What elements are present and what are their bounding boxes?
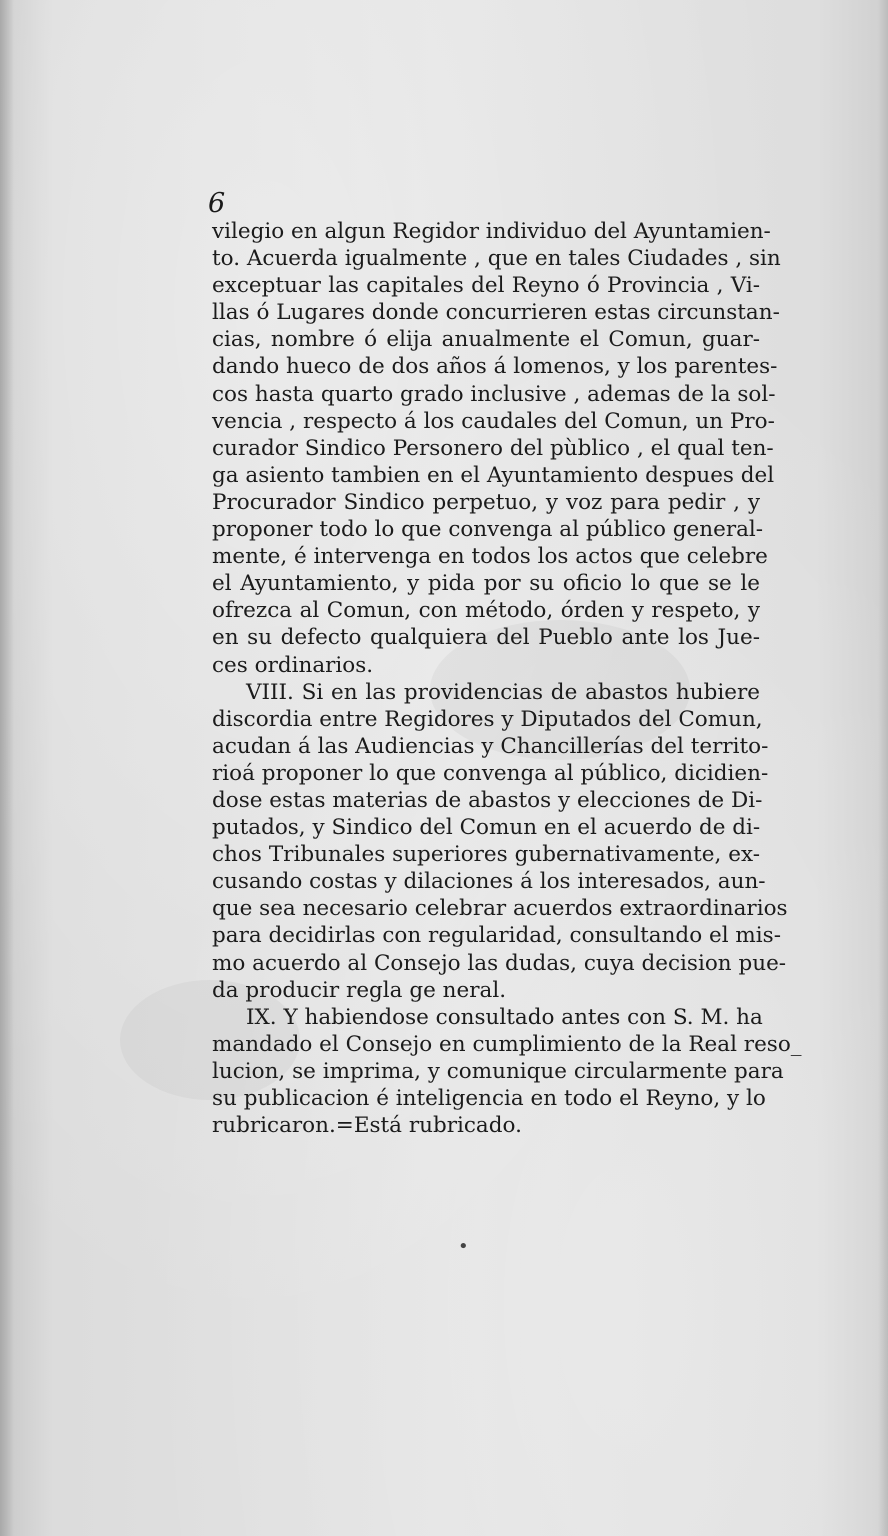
page-number: 6: [208, 188, 226, 219]
text-line: vilegio en algun Regidor individuo del Ayuntamien-: [212, 219, 771, 244]
text-line: para decidirlas con regularidad, consultando el mis-: [212, 923, 781, 949]
text-line: cos hasta quarto grado inclusive , ademas de la sol-: [212, 381, 776, 407]
text-line: mo acuerdo al Consejo las dudas, cuya decision pue-: [212, 950, 787, 976]
text-line: discordia entre Regidores y Diputados del Comun,: [212, 706, 763, 732]
body-text: [212, 218, 802, 1139]
text-line: ofrezca al Comun, con método, órden y respeto, y: [212, 598, 760, 624]
text-line: llas ó Lugares donde concurrieren estas circunstan-: [212, 300, 780, 326]
text-line: putados, y Sindico del Comun en el acuerdo de di-: [212, 815, 761, 841]
text-line: curador Sindico Personero del pùblico , el qual ten-: [212, 435, 774, 461]
text-line: proponer todo lo que convenga al público general-: [212, 517, 764, 543]
text-line: su publicacion é inteligencia en todo el Reyno, y lo: [212, 1086, 766, 1111]
section-ix-heading-line: IX. Y habiendose consultado antes con S. M. ha: [246, 1004, 763, 1030]
text-line: exceptuar las capitales del Reyno ó Provincia , Vi-: [212, 273, 760, 299]
text-line: vencia , respecto á los caudales del Comun, un Pro-: [212, 408, 775, 434]
text-line: acudan á las Audiencias y Chancillerías del territo-: [212, 733, 769, 759]
text-line: cusando costas y dilaciones á los interesados, aun-: [212, 869, 766, 895]
page-left-shadow: [0, 0, 14, 1536]
section-viii-heading-line: VIII. Si en las providencias de abastos hubiere: [246, 679, 760, 705]
text-line: que sea necesario celebrar acuerdos extraordinarios: [212, 896, 788, 922]
text-line: chos Tribunales superiores gubernativamente, ex-: [212, 842, 760, 868]
text-line: dando hueco de dos años á lomenos, y los parentes-: [212, 354, 778, 380]
text-line: dose estas materias de abastos y elecciones de Di-: [212, 787, 763, 813]
text-line: to. Acuerda igualmente , que en tales Ciudades , sin: [212, 246, 781, 272]
text-line: mandado el Consejo en cumplimiento de la Real reso_: [212, 1031, 802, 1057]
page-right-shadow: [878, 0, 888, 1536]
text-line: mente, é intervenga en todos los actos que celebre: [212, 544, 768, 570]
text-line: lucion, se imprima, y comunique circularmente para: [212, 1058, 784, 1084]
text-line: cias, nombre ó elija anualmente el Comun, guar-: [212, 327, 760, 353]
text-line: en su defecto qualquiera del Pueblo ante los Jue-: [212, 625, 760, 651]
text-line: Procurador Sindico perpetuo, y voz para pedir , y: [212, 489, 760, 515]
text-line: el Ayuntamiento, y pida por su oficio lo que se le: [212, 571, 760, 597]
text-line: ga asiento tambien en el Ayuntamiento despues del: [212, 462, 775, 488]
text-line: rioá proponer lo que convenga al público, dicidien-: [212, 760, 769, 786]
printer-mark: •: [458, 1236, 469, 1257]
text-line: rubricaron.=Está rubricado.: [212, 1113, 522, 1139]
text-line: ces ordinarios.: [212, 652, 374, 678]
text-line: da producir regla ge neral.: [212, 977, 507, 1003]
